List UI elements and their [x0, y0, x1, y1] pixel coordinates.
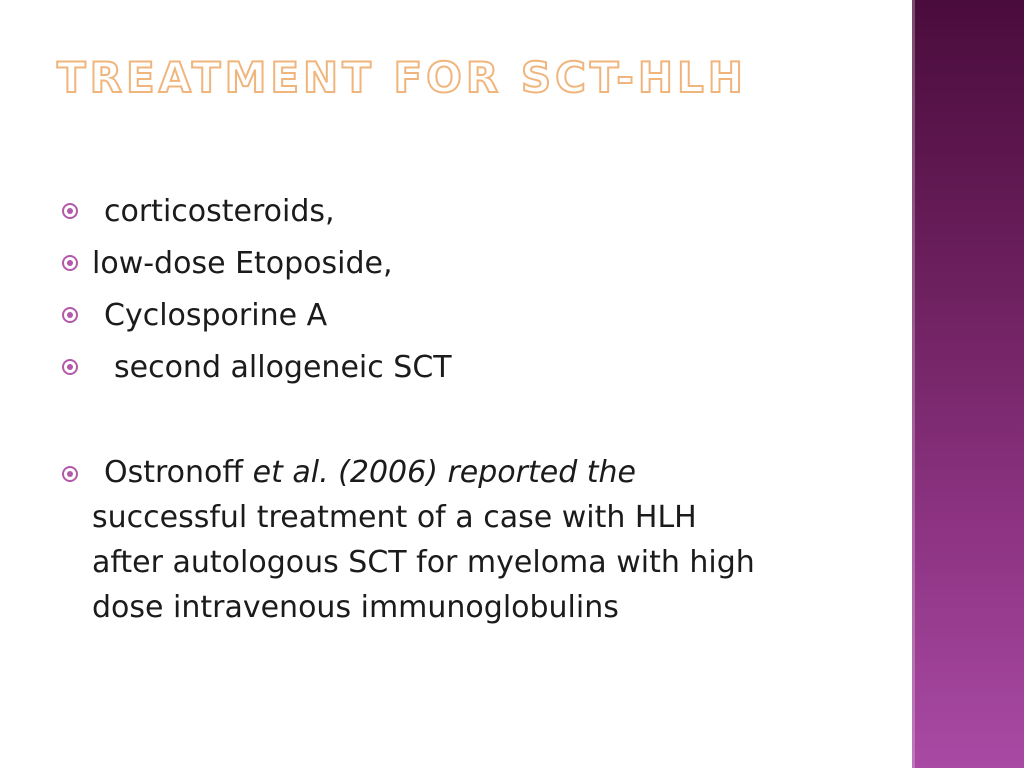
- paragraph-line: [62, 450, 862, 495]
- slide-title: TREATMENT FOR SCT-HLH: [57, 53, 747, 102]
- bullet-text: Cyclosporine A: [104, 298, 328, 333]
- bullet-circle-icon: [62, 307, 78, 323]
- decorative-side-band: [912, 0, 1024, 768]
- bullet-text: low-dose Etoposide,: [92, 246, 393, 281]
- bullet-item: [62, 238, 862, 290]
- bullet-item: [62, 290, 862, 342]
- bullet-list: [62, 186, 862, 394]
- bullet-text: second allogeneic SCT: [114, 350, 452, 385]
- bullet-item: [62, 186, 862, 238]
- paragraph-line: after autologous SCT for myeloma with high: [92, 545, 755, 580]
- bullet-circle-icon: [62, 466, 78, 482]
- citation-italic: et al. (2006) reported the: [252, 455, 637, 490]
- bullet-circle-icon: [62, 203, 78, 219]
- citation-paragraph: [62, 450, 862, 630]
- paragraph-line: successful treatment of a case with HLH: [92, 500, 697, 535]
- bullet-item: [62, 342, 862, 394]
- bullet-circle-icon: [62, 255, 78, 271]
- bullet-text: corticosteroids,: [104, 194, 335, 229]
- author-name: Ostronoff: [104, 455, 253, 490]
- paragraph-line: dose intravenous immunoglobulins: [92, 590, 619, 625]
- bullet-circle-icon: [62, 359, 78, 375]
